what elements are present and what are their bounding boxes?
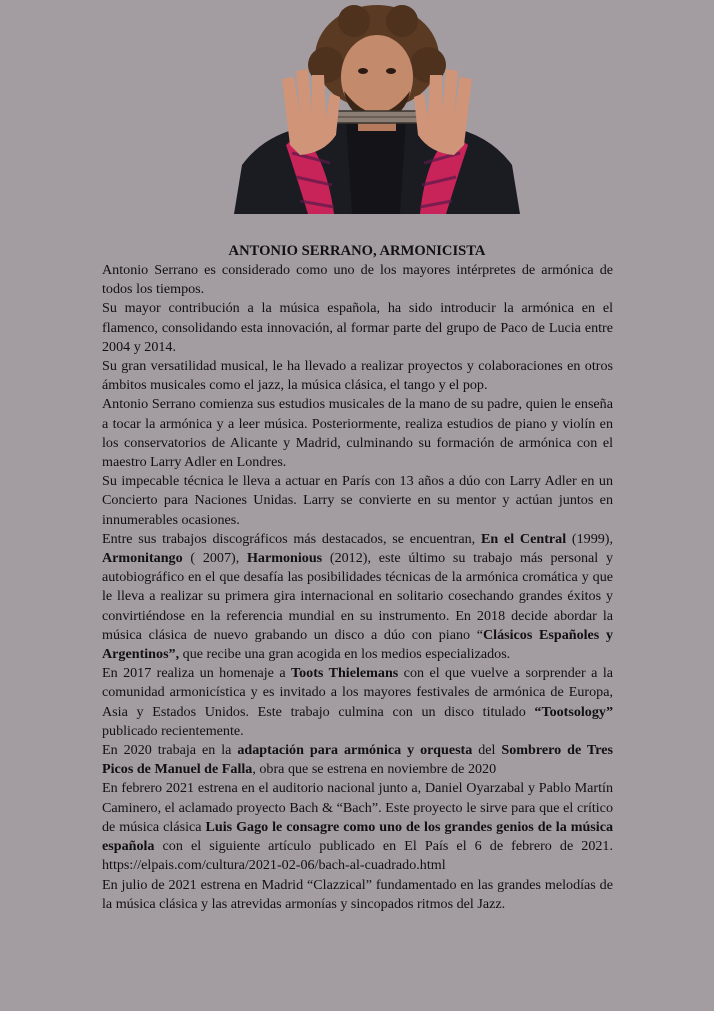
text-run: Su gran versatilidad musical, le ha llevado a realizar proyectos y colaboraciones en otros ámbitos musicales como el jazz, la música clásica, el tango y el pop.: [102, 358, 613, 394]
bold-text: Armonitango: [102, 550, 183, 567]
portrait-photo: [234, 5, 520, 214]
bio-paragraph: [102, 741, 613, 779]
bio-paragraph: [102, 261, 613, 299]
bio-paragraph: [102, 395, 613, 472]
text-run: ( 2007),: [182, 550, 247, 567]
page-title: ANTONIO SERRANO, ARMONICISTA: [228, 243, 486, 259]
biography-text: [102, 261, 613, 914]
bio-paragraph: [102, 530, 613, 664]
text-run: En 2020 trabaja en la: [102, 742, 238, 759]
bold-text: Clásicos Españoles y Argentinos”,: [102, 626, 614, 663]
text-run: Entre sus trabajos discográficos más destacados, se encuentran,: [102, 530, 481, 547]
bio-paragraph: [102, 876, 613, 914]
bio-paragraph: [102, 472, 613, 530]
text-run: con el que vuelve a sorprender a la comunidad armonicística y es invitado a los mayores festivales de armónica de Europa, Asia y Estados Unidos. Este trabajo culmina con un disco titulado: [102, 665, 613, 720]
bold-text: “Tootsology”: [534, 703, 613, 720]
bio-paragraph: [102, 299, 613, 357]
bold-text: Harmonious: [246, 550, 323, 567]
musician-harmonica-portrait-icon: [234, 5, 520, 214]
bio-paragraph: [102, 357, 613, 395]
text-run: (1999),: [566, 530, 614, 547]
text-run: con el siguiente artículo publicado en El País el 6 de febrero de 2021. https://elpais.com/cultura/2021-02-06/bach-al-cuadrado.html: [102, 838, 613, 874]
text-run: Antonio Serrano es considerado como uno de los mayores intérpretes de armónica de todos los tiempos.: [102, 262, 613, 298]
text-run: En julio de 2021 estrena en Madrid “Clazzical” fundamentado en las grandes melodías de la música clásica y las atrevidas armonías y sincopados ritmos del Jazz.: [102, 876, 613, 912]
text-run: En 2017 realiza un homenaje a: [102, 665, 292, 682]
bio-paragraph: [102, 779, 613, 875]
text-run: que recibe una gran acogida en los medios especializados.: [179, 646, 511, 663]
text-run: Su impecable técnica le lleva a actuar en París con 13 años a dúo con Larry Adler en un Concierto para Naciones Unidas. Larry se convierte en su mentor y actúan juntos en innumerables ocasiones.: [102, 473, 613, 528]
bold-text: Luis Gago le consagre como uno de los grandes genios de la música española: [102, 818, 613, 855]
bold-text: En el Central: [480, 530, 567, 547]
text-run: Su mayor contribución a la música española, ha sido introducir la armónica en el flamenco, consolidando esta innovación, al formar parte del grupo de Paco de Lucia entre 2004 y 2014.: [102, 300, 613, 355]
bold-text: Sombrero de Tres Picos de Manuel de Falla: [102, 742, 614, 778]
bold-text: adaptación para armónica y orquesta: [237, 742, 473, 759]
text-run: En febrero 2021 estrena en el auditorio nacional junto a, Daniel Oyarzabal y Pablo Martín Caminero, el aclamado proyecto Bach & “Bach”. Este proyecto le sirve para que el crítico de música clásica: [102, 780, 613, 835]
text-run: del: [472, 742, 502, 759]
text-run: (2012), este último su trabajo más personal y autobiográfico en el que desafía las posibilidades técnicas de la armónica cromática y que le lleva a realizar su primera gira internacional en solitario cosechando grandes éxitos y convirtiéndose en la referencia mundial en su instrumento. En 2018 decide abordar la música clásica de nuevo grabando un disco a dúo con piano “: [102, 550, 614, 643]
text-run: , obra que se estrena en noviembre de 2020: [252, 761, 497, 778]
bold-text: Toots Thielemans: [291, 665, 399, 682]
text-run: Antonio Serrano comienza sus estudios musicales de la mano de su padre, quien le enseña a tocar la armónica y a leer música. Posteriormente, realiza estudios de piano y violín en los conservatorios de Alicante y Madrid, culminando su formación de armónica con el maestro Larry Adler en Londres.: [102, 396, 613, 471]
text-run: publicado recientemente.: [102, 722, 244, 739]
bio-paragraph: [102, 664, 613, 741]
